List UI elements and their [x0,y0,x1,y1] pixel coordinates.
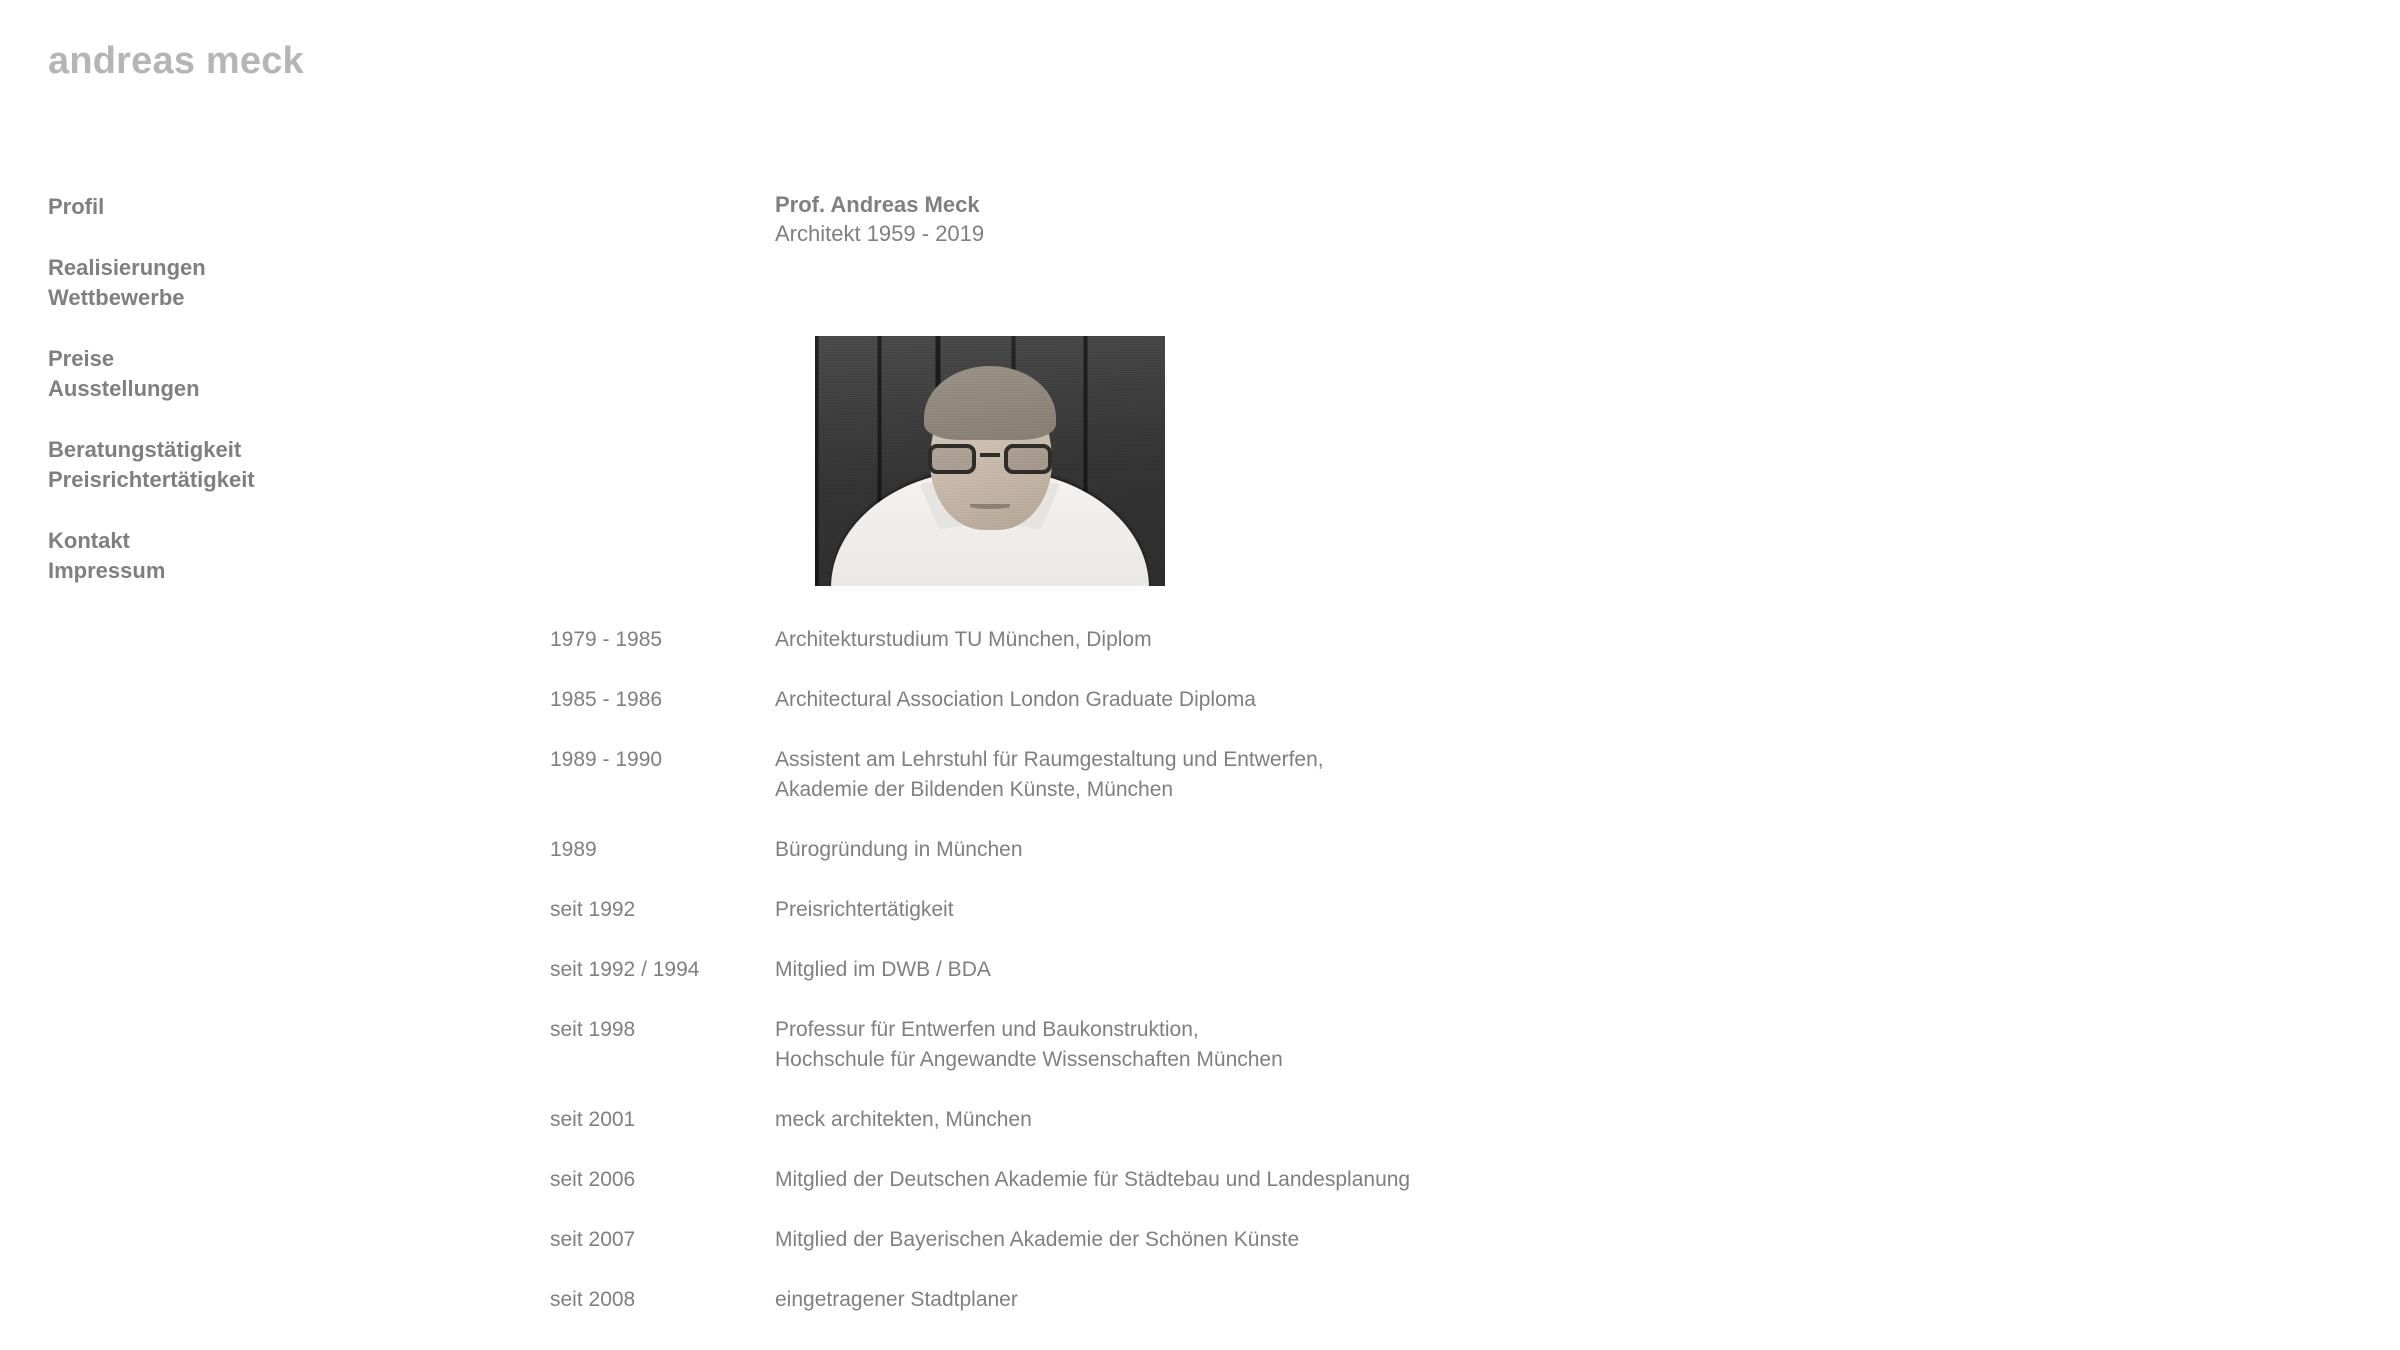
sidebar-item-realisierungen[interactable]: Realisierungen [48,255,206,280]
cv-description [775,685,2250,715]
cv-description-line: Akademie der Bildenden Künste, München [775,778,1174,801]
cv-description-line: Hochschule für Angewandte Wissenschaften München [775,1048,1283,1071]
cv-description-line: Architectural Association London Graduate Diploma [775,688,1256,711]
nav-group [48,435,488,495]
person-role: Architekt 1959 - 2019 [775,221,985,246]
main-content-header [775,190,2275,248]
sidebar-item-wettbewerbe[interactable]: Wettbewerbe [48,285,185,310]
nav-group [48,344,488,404]
cv-period: seit 1992 / 1994 [550,958,700,981]
person-name: Prof. Andreas Meck [775,192,980,217]
cv-description-line: eingetragener Stadtplaner [775,1288,1018,1311]
cv-description-line: Mitglied im DWB / BDA [775,958,991,981]
cv-row [550,1225,2250,1255]
portrait-grain-overlay [815,336,1165,586]
site-title: andreas meck [48,40,304,82]
cv-period: seit 2006 [550,1168,636,1191]
cv-row [550,1015,2250,1075]
sidebar-item-ausstellungen[interactable]: Ausstellungen [48,376,200,401]
cv-period: seit 2008 [550,1288,636,1311]
cv-row [550,1285,2250,1315]
portrait-photo [815,336,1165,586]
sidebar-item-profil[interactable]: Profil [48,194,105,219]
cv-description-line: Mitglied der Bayerischen Akademie der Schönen Künste [775,1228,1300,1251]
cv-description [775,955,2250,985]
cv-description [775,1285,2250,1315]
cv-row [550,895,2250,925]
cv-description [775,1105,2250,1135]
cv-period: 1989 [550,838,597,861]
sidebar-item-kontakt[interactable]: Kontakt [48,528,130,553]
cv-description [775,1225,2250,1255]
cv-period: seit 2001 [550,1108,636,1131]
cv-description-line: meck architekten, München [775,1108,1032,1131]
cv-description-line: Bürogründung in München [775,838,1023,861]
cv-description [775,895,2250,925]
cv-description [775,835,2250,865]
cv-period: 1979 - 1985 [550,628,663,651]
cv-period: seit 1992 [550,898,636,921]
cv-description [775,745,2250,805]
cv-description [775,625,2250,655]
cv-row [550,955,2250,985]
cv-description-line: Assistent am Lehrstuhl für Raumgestaltung und Entwerfen, [775,748,1324,771]
cv-row [550,1165,2250,1195]
cv-description-line: Professur für Entwerfen und Baukonstruktion, [775,1018,1199,1041]
cv-row [550,835,2250,865]
sidebar-navigation [48,192,488,586]
cv-period: 1985 - 1986 [550,688,663,711]
sidebar-item-preisrichtertätigkeit[interactable]: Preisrichtertätigkeit [48,467,255,492]
sidebar-item-impressum[interactable]: Impressum [48,558,166,583]
cv-row [550,625,2250,655]
cv-table [550,625,2250,1315]
nav-group [48,192,488,222]
sidebar-item-preise[interactable]: Preise [48,346,115,371]
cv-description-line: Architekturstudium TU München, Diplom [775,628,1152,651]
cv-period: 1989 - 1990 [550,748,663,771]
cv-row [550,1105,2250,1135]
cv-period: seit 2007 [550,1228,636,1251]
nav-group [48,526,488,586]
cv-description-line: Preisrichtertätigkeit [775,898,954,921]
cv-row [550,745,2250,805]
cv-description [775,1165,2250,1195]
sidebar-item-beratungstätigkeit[interactable]: Beratungstätigkeit [48,437,242,462]
nav-group [48,253,488,313]
cv-description [775,1015,2250,1075]
cv-row [550,685,2250,715]
cv-description-line: Mitglied der Deutschen Akademie für Städtebau und Landesplanung [775,1168,1411,1191]
cv-period: seit 1998 [550,1018,636,1041]
